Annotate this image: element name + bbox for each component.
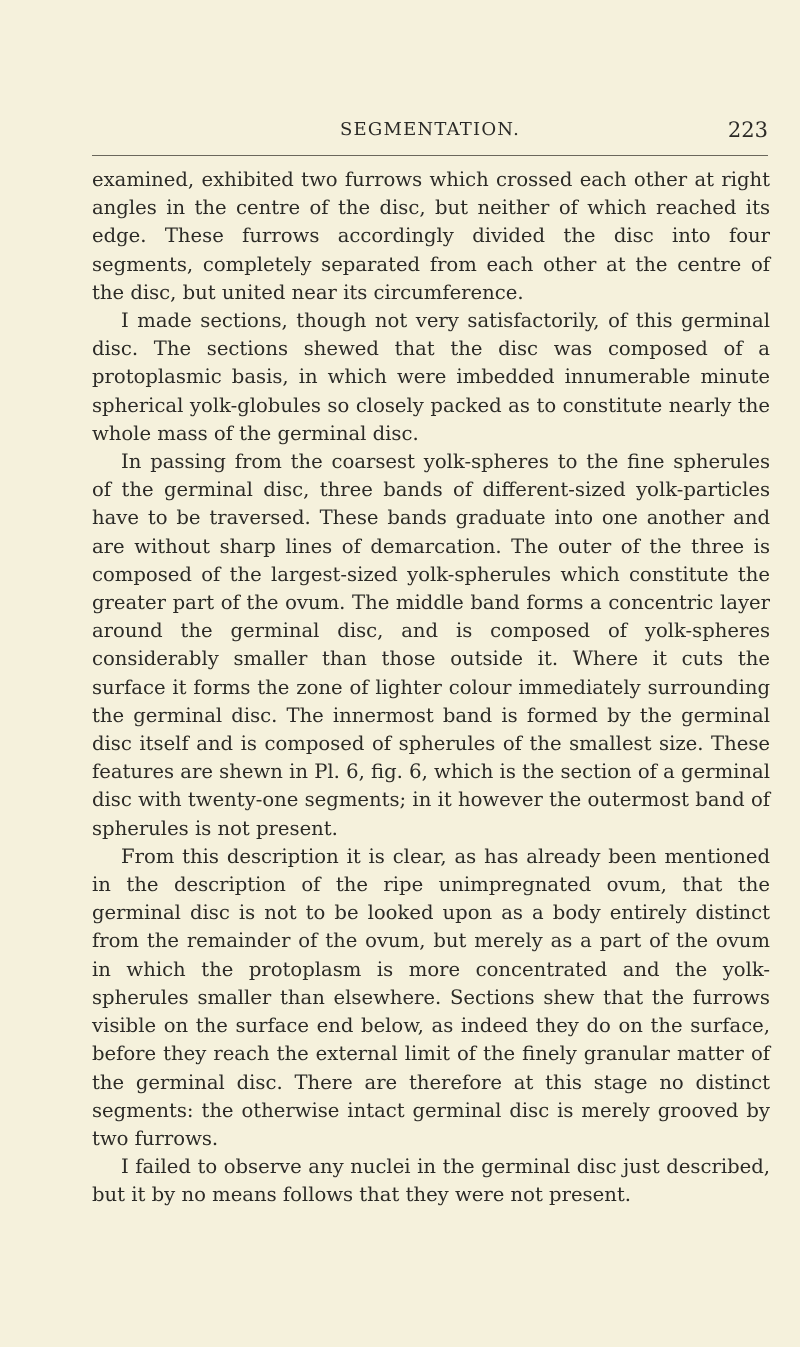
paragraph: I made sections, though not very satisfactorily, of this germinal disc. The sections shewed that the disc was composed of a protoplasmic basis, in which were imbedded innumerable minute spherical yolk-globules so closely packed as to constitute nearly the whole mass of the germinal disc. [92,309,770,445]
paragraph: In passing from the coarsest yolk-spheres to the fine spherules of the germinal disc, three bands of different-sized yolk-particles have to be traversed. These bands graduate into one another and are without sharp lines of demarcation. The outer of the three is composed of the largest-sized yolk-spherules which constitute the greater part of the ovum. The middle band forms a concentric layer around the germinal disc, and is composed of yolk-spheres considerably smaller than those outside it. Where it cuts the surface it forms the zone of lighter colour immediately surrounding the germinal disc. The innermost band is formed by the germinal disc itself and is composed of spherules of the smallest size. These features are shewn in Pl. 6, fig. 6, which is the section of a germinal disc with twenty-one segments; in it however the outermost band of spherules is not present. [92,450,770,840]
running-head [92,118,768,142]
paragraph: examined, exhibited two furrows which crossed each other at right angles in the centre of the disc, but neither of which reached its edge. These furrows accordingly divided the disc into four segments, completely separated from each other at the centre of the disc, but united near its circumference. [92,168,770,304]
body-text [92,166,770,1210]
header-title: SEGMENTATION. [340,119,520,140]
paragraph: I failed to observe any nuclei in the germinal disc just described, but it by no means follows that they were not present. [92,1155,770,1207]
page-number: 223 [727,118,768,142]
paragraph: From this description it is clear, as has already been mentioned in the description of the ripe unimpregnated ovum, that the germinal disc is not to be looked upon as a body entirely distinct from the remainder of the ovum, but merely as a part of the ovum in which the protoplasm is more concentrated and the yolk-spherules smaller than elsewhere. Sections shew that the furrows visible on the surface end below, as indeed they do on the surface, before they reach the external limit of the finely granular matter of the germinal disc. There are therefore at this stage no distinct segments: the otherwise intact germinal disc is merely grooved by two furrows. [92,844,770,1150]
header-rule [92,155,768,156]
